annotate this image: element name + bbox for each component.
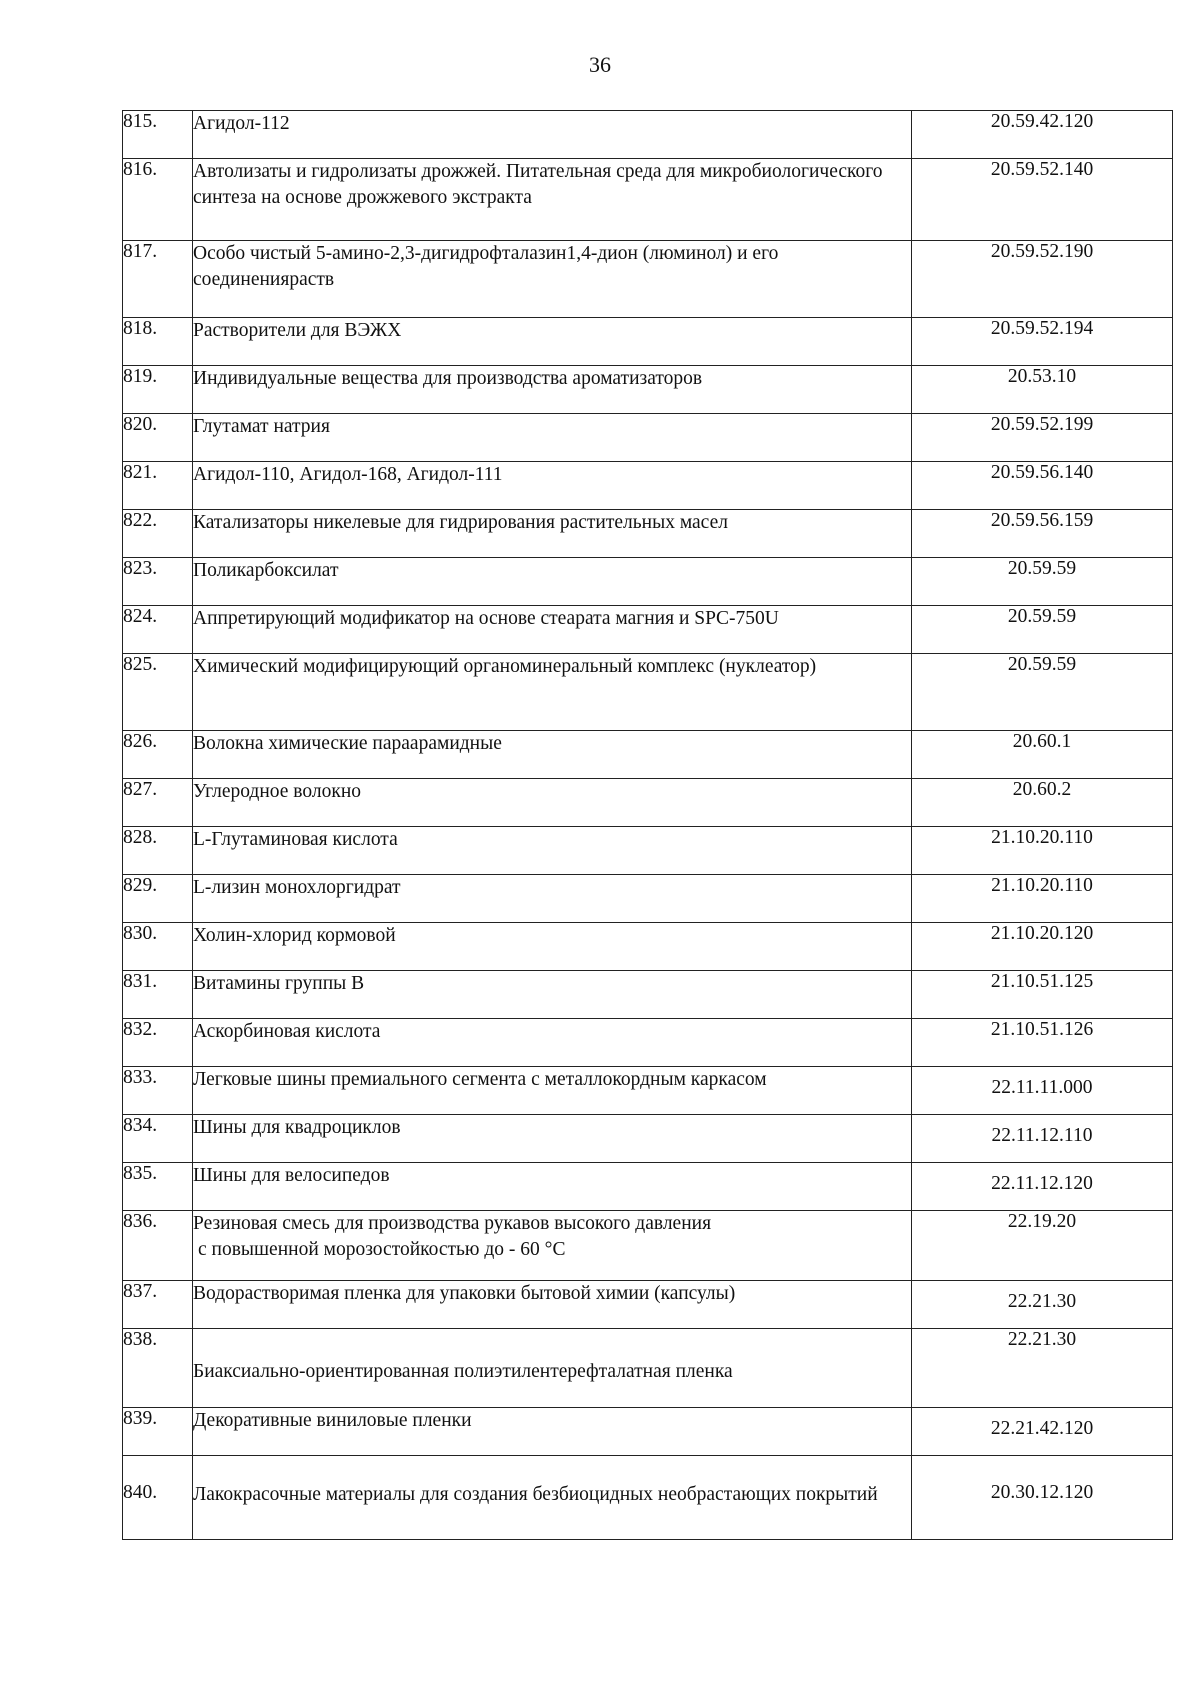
- product-code: 20.59.52.199: [912, 414, 1173, 462]
- product-name: Шины для квадроциклов: [193, 1115, 912, 1163]
- table-row: [123, 1281, 1173, 1329]
- row-number: 821.: [123, 462, 193, 510]
- product-name: L-лизин монохлоргидрат: [193, 875, 912, 923]
- table-row: [123, 731, 1173, 779]
- product-name: Агидол-112: [193, 111, 912, 159]
- row-number: 819.: [123, 366, 193, 414]
- product-code: 20.60.2: [912, 779, 1173, 827]
- row-number: 838.: [123, 1329, 193, 1408]
- table-row: [123, 971, 1173, 1019]
- row-number: 824.: [123, 606, 193, 654]
- product-code: 22.21.42.120: [912, 1408, 1173, 1456]
- product-name: Углеродное волокно: [193, 779, 912, 827]
- table-row: [123, 654, 1173, 731]
- product-code: 21.10.51.125: [912, 971, 1173, 1019]
- table-row: [123, 1408, 1173, 1456]
- row-number: 829.: [123, 875, 193, 923]
- product-name-line-2: с повышенной морозостойкостью до - 60 °С: [198, 1239, 566, 1260]
- product-name: Биаксиально-ориентированная полиэтилентерефталатная пленка: [193, 1329, 912, 1408]
- row-number: 833.: [123, 1067, 193, 1115]
- product-code: 20.59.52.140: [912, 159, 1173, 241]
- product-name: Аскорбиновая кислота: [193, 1019, 912, 1067]
- row-number: 816.: [123, 159, 193, 241]
- product-code: 21.10.20.110: [912, 827, 1173, 875]
- row-number: 817.: [123, 241, 193, 318]
- product-name: Водорастворимая пленка для упаковки бытовой химии (капсулы): [193, 1281, 912, 1329]
- row-number: 818.: [123, 318, 193, 366]
- table-row: [123, 241, 1173, 318]
- table-row: [123, 1019, 1173, 1067]
- product-code: 20.59.59: [912, 606, 1173, 654]
- row-number: 823.: [123, 558, 193, 606]
- product-name: [193, 1211, 912, 1281]
- product-name: Лакокрасочные материалы для создания безбиоцидных необрастающих покрытий: [193, 1456, 912, 1540]
- product-code: 20.59.56.140: [912, 462, 1173, 510]
- product-code: 20.59.56.159: [912, 510, 1173, 558]
- product-name: Особо чистый 5-амино-2,3-дигидрофталазин1,4-дион (люминол) и его соединенияраств: [193, 241, 912, 318]
- product-code: 20.59.59: [912, 654, 1173, 731]
- product-name: Растворители для ВЭЖХ: [193, 318, 912, 366]
- product-name-line-1: Резиновая смесь для производства рукавов высокого давления: [193, 1213, 712, 1234]
- table-row: [123, 318, 1173, 366]
- row-number: 835.: [123, 1163, 193, 1211]
- product-code: 21.10.51.126: [912, 1019, 1173, 1067]
- product-code: 22.21.30: [912, 1329, 1173, 1408]
- row-number: 822.: [123, 510, 193, 558]
- product-code: 20.59.52.194: [912, 318, 1173, 366]
- product-code: 20.59.42.120: [912, 111, 1173, 159]
- table-row: [123, 1115, 1173, 1163]
- product-code: 21.10.20.120: [912, 923, 1173, 971]
- product-name: Шины для велосипедов: [193, 1163, 912, 1211]
- row-number: 831.: [123, 971, 193, 1019]
- product-name: Индивидуальные вещества для производства ароматизаторов: [193, 366, 912, 414]
- row-number: 832.: [123, 1019, 193, 1067]
- row-number: 837.: [123, 1281, 193, 1329]
- table-row: [123, 1329, 1173, 1408]
- table-row: [123, 923, 1173, 971]
- row-number: 830.: [123, 923, 193, 971]
- row-number: 825.: [123, 654, 193, 731]
- product-table: [122, 110, 1173, 1540]
- table-row: [123, 779, 1173, 827]
- row-number: 826.: [123, 731, 193, 779]
- product-code: 22.19.20: [912, 1211, 1173, 1281]
- product-code: 20.60.1: [912, 731, 1173, 779]
- product-name: Волокна химические параарамидные: [193, 731, 912, 779]
- table-row: [123, 159, 1173, 241]
- product-name: Поликарбоксилат: [193, 558, 912, 606]
- row-number: 827.: [123, 779, 193, 827]
- product-name: Глутамат натрия: [193, 414, 912, 462]
- table-row: [123, 827, 1173, 875]
- table-row: [123, 111, 1173, 159]
- table-row: [123, 1067, 1173, 1115]
- product-name: Агидол-110, Агидол-168, Агидол-111: [193, 462, 912, 510]
- row-number: 820.: [123, 414, 193, 462]
- product-code: 20.59.52.190: [912, 241, 1173, 318]
- product-name: Витамины группы В: [193, 971, 912, 1019]
- product-code: 22.11.12.110: [912, 1115, 1173, 1163]
- table-row: [123, 462, 1173, 510]
- product-code: 22.21.30: [912, 1281, 1173, 1329]
- row-number: 815.: [123, 111, 193, 159]
- product-name: Легковые шины премиального сегмента с металлокордным каркасом: [193, 1067, 912, 1115]
- product-name: Химический модифицирующий органоминеральный комплекс (нуклеатор): [193, 654, 912, 731]
- table-row: [123, 414, 1173, 462]
- table-row: [123, 366, 1173, 414]
- table-row: [123, 1211, 1173, 1281]
- row-number: 834.: [123, 1115, 193, 1163]
- product-code: 20.53.10: [912, 366, 1173, 414]
- row-number: 840.: [123, 1456, 193, 1540]
- product-code: 22.11.12.120: [912, 1163, 1173, 1211]
- product-name: L-Глутаминовая кислота: [193, 827, 912, 875]
- row-number: 828.: [123, 827, 193, 875]
- product-name: Аппретирующий модификатор на основе стеарата магния и SPC-750U: [193, 606, 912, 654]
- table-row: [123, 875, 1173, 923]
- product-name: Декоративные виниловые пленки: [193, 1408, 912, 1456]
- table-row: [123, 1163, 1173, 1211]
- product-name: Катализаторы никелевые для гидрирования растительных масел: [193, 510, 912, 558]
- page-number: 36: [589, 52, 611, 77]
- product-name: Автолизаты и гидролизаты дрожжей. Питательная среда для микробиологического синтеза на основе дрожжевого экстракта: [193, 159, 912, 241]
- table-row: [123, 606, 1173, 654]
- product-code: 20.59.59: [912, 558, 1173, 606]
- product-name: Холин-хлорид кормовой: [193, 923, 912, 971]
- table-row: [123, 510, 1173, 558]
- table-row: [123, 1456, 1173, 1540]
- product-code: 21.10.20.110: [912, 875, 1173, 923]
- row-number: 839.: [123, 1408, 193, 1456]
- table-row: [123, 558, 1173, 606]
- row-number: 836.: [123, 1211, 193, 1281]
- product-code: 20.30.12.120: [912, 1456, 1173, 1540]
- product-code: 22.11.11.000: [912, 1067, 1173, 1115]
